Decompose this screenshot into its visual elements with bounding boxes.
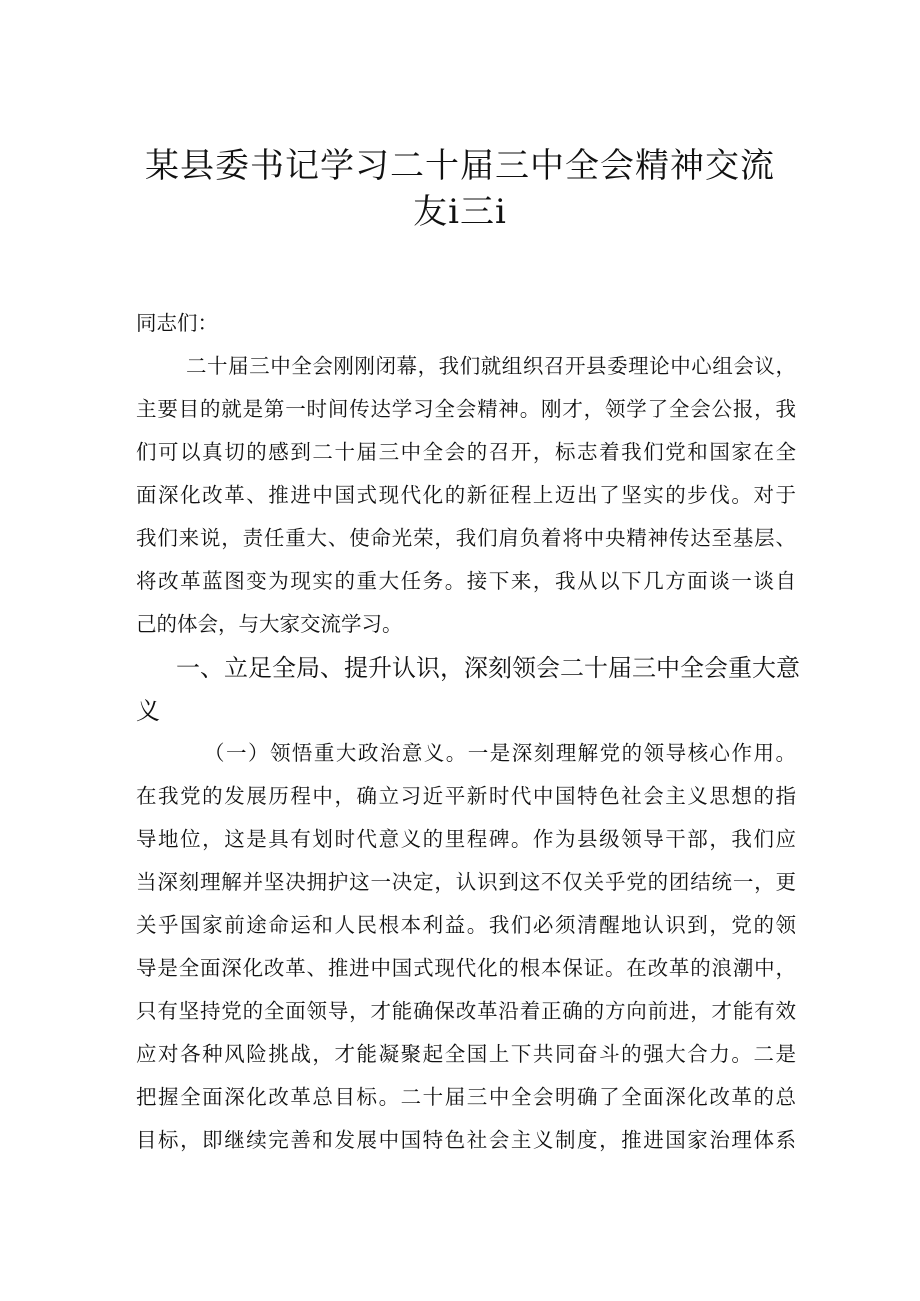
document-title-line-1: 某县委书记学习二十届三中全会精神交流 bbox=[145, 146, 775, 186]
body-line: 关乎国家前途命运和人民根本利益。我们必须清醒地认识到，党的领 bbox=[136, 913, 796, 937]
body-line: 应对各种风险挑战，才能凝聚起全国上下共同奋斗的强大合力。二是 bbox=[136, 1042, 796, 1066]
salutation: 同志们： bbox=[136, 311, 218, 335]
body-line: 把握全面深化改革总目标。二十届三中全会明确了全面深化改革的总 bbox=[136, 1085, 796, 1109]
document-title-line-2: 友i三i bbox=[413, 192, 507, 232]
intro-line: 面深化改革、推进中国式现代化的新征程上迈出了坚实的步伐。对于 bbox=[136, 483, 796, 507]
intro-line: 们可以真切的感到二十届三中全会的召开，标志着我们党和国家在全 bbox=[136, 440, 796, 464]
body-line: 在我党的发展历程中，确立习近平新时代中国特色社会主义思想的指 bbox=[136, 784, 796, 808]
body-line: 只有坚持党的全面领导，才能确保改革沿着正确的方向前进，才能有效 bbox=[136, 999, 796, 1023]
body-line: 导地位，这是具有划时代意义的里程碑。作为县级领导干部，我们应 bbox=[136, 827, 796, 851]
intro-line: 将改革蓝图变为现实的重大任务。接下来，我从以下几方面谈一谈自 bbox=[136, 569, 796, 593]
body-line: （一）领悟重大政治意义。一是深刻理解党的领导核心作用。 bbox=[204, 741, 796, 765]
intro-line: 己的体会，与大家交流学习。 bbox=[136, 612, 403, 636]
section-heading-line-2: 义 bbox=[136, 697, 160, 725]
body-line: 目标，即继续完善和发展中国特色社会主义制度，推进国家治理体系 bbox=[136, 1128, 796, 1152]
intro-line: 主要目的就是第一时间传达学习全会精神。刚才，领学了全会公报，我 bbox=[136, 397, 796, 421]
intro-line: 二十届三中全会刚刚闭幕，我们就组织召开县委理论中心组会议， bbox=[186, 354, 796, 378]
section-heading-line-1: 一、立足全局、提升认识，深刻领会二十届三中全会重大意 bbox=[176, 654, 800, 682]
body-line: 导是全面深化改革、推进中国式现代化的根本保证。在改革的浪潮中， bbox=[136, 956, 796, 980]
intro-line: 我们来说，责任重大、使命光荣，我们肩负着将中央精神传达至基层、 bbox=[136, 526, 796, 550]
body-line: 当深刻理解并坚决拥护这一决定，认识到这不仅关乎党的团结统一，更 bbox=[136, 870, 796, 894]
